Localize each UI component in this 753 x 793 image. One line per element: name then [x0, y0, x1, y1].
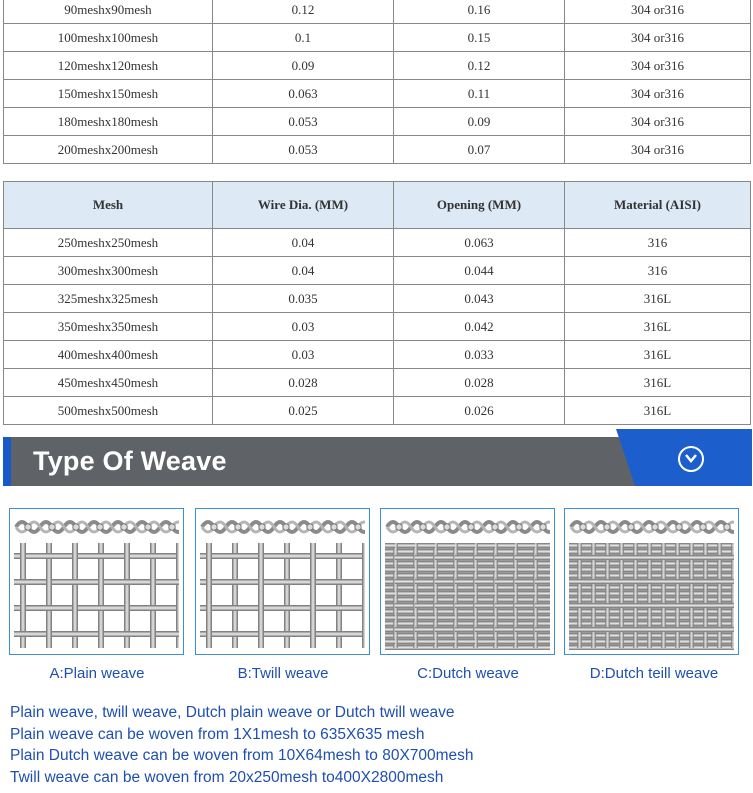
table-cell: 0.025: [213, 397, 394, 425]
table-cell: 0.04: [213, 229, 394, 257]
table-cell: 0.12: [213, 0, 394, 24]
table-cell: 316L: [565, 397, 751, 425]
weave-label-dutch-twill: D:Dutch teill weave: [589, 665, 719, 682]
mesh-spec-table-top: [3, 0, 751, 164]
description-line: Plain weave, twill weave, Dutch plain weave or Dutch twill weave: [10, 704, 455, 721]
weave-description: [10, 702, 474, 788]
table-cell: 0.11: [394, 80, 565, 108]
table-cell: 304 or316: [565, 80, 751, 108]
table-cell: 0.1: [213, 24, 394, 52]
table-row: [4, 0, 751, 24]
table-cell: 0.15: [394, 24, 565, 52]
table-cell: 200meshx200mesh: [4, 136, 213, 164]
table-cell: 0.043: [394, 285, 565, 313]
table-row: [4, 52, 751, 80]
table-cell: 304 or316: [565, 52, 751, 80]
table-cell: 0.04: [213, 257, 394, 285]
table-row: [4, 229, 751, 257]
table-row: [4, 285, 751, 313]
description-line: Plain Dutch weave can be woven from 10X64mesh to 80X700mesh: [10, 747, 474, 764]
weave-image-twill: [195, 508, 370, 655]
weave-image-plain: [9, 508, 184, 655]
table-cell: 0.033: [394, 341, 565, 369]
table-cell: 316L: [565, 285, 751, 313]
table-cell: 0.09: [394, 108, 565, 136]
table-cell: 316: [565, 229, 751, 257]
table-cell: 180meshx180mesh: [4, 108, 213, 136]
weave-image-dutch: [380, 508, 555, 655]
table-cell: 350meshx350mesh: [4, 313, 213, 341]
table-row: [4, 369, 751, 397]
table-cell: 316L: [565, 369, 751, 397]
table-row: [4, 80, 751, 108]
header-opening: Opening (MM): [394, 182, 565, 229]
section-banner: [3, 437, 752, 486]
table-cell: 100meshx100mesh: [4, 24, 213, 52]
table-row: [4, 24, 751, 52]
table-cell: 0.053: [213, 108, 394, 136]
table-header-row: [4, 182, 751, 229]
description-line: Plain weave can be woven from 1X1mesh to 635X635 mesh: [10, 725, 425, 743]
table-cell: 150meshx150mesh: [4, 80, 213, 108]
table-cell: 304 or316: [565, 136, 751, 164]
weave-label-twill: B:Twill weave: [237, 665, 329, 682]
table-cell: 325meshx325mesh: [4, 285, 213, 313]
table-cell: 0.042: [394, 313, 565, 341]
table-cell: 0.09: [213, 52, 394, 80]
header-mesh: Mesh: [4, 182, 213, 229]
table-cell: 0.03: [213, 313, 394, 341]
table-cell: 316L: [565, 341, 751, 369]
table-cell: 0.026: [394, 397, 565, 425]
table-cell: 0.07: [394, 136, 565, 164]
banner-accent: [3, 437, 11, 486]
table-cell: 304 or316: [565, 108, 751, 136]
table-row: [4, 313, 751, 341]
chevron-down-circle-icon[interactable]: [678, 446, 704, 472]
table-row: [4, 397, 751, 425]
weave-image-dutch-twill: [564, 508, 739, 655]
table-cell: 316L: [565, 313, 751, 341]
header-wire-dia: Wire Dia. (MM): [213, 182, 394, 229]
weave-label-plain: A:Plain weave: [49, 665, 145, 682]
table-row: [4, 257, 751, 285]
table-cell: 250meshx250mesh: [4, 229, 213, 257]
table-row: [4, 341, 751, 369]
header-material: Material (AISI): [565, 182, 751, 229]
table-cell: 0.044: [394, 257, 565, 285]
table-cell: 0.16: [394, 0, 565, 24]
table-cell: 400meshx400mesh: [4, 341, 213, 369]
table-cell: 0.028: [394, 369, 565, 397]
mesh-spec-table-bottom: [3, 181, 751, 425]
section-title: Type Of Weave: [33, 446, 227, 476]
table-row: [4, 108, 751, 136]
table-cell: 0.063: [213, 80, 394, 108]
table-cell: 500meshx500mesh: [4, 397, 213, 425]
table-cell: 0.12: [394, 52, 565, 80]
table-cell: 316: [565, 257, 751, 285]
table-cell: 0.063: [394, 229, 565, 257]
table-cell: 304 or316: [565, 0, 751, 24]
table-cell: 0.03: [213, 341, 394, 369]
table-cell: 450meshx450mesh: [4, 369, 213, 397]
table-cell: 90meshx90mesh: [4, 0, 213, 24]
table-cell: 0.035: [213, 285, 394, 313]
table-cell: 300meshx300mesh: [4, 257, 213, 285]
description-line: Twill weave can be woven from 20x250mesh to400X2800mesh: [10, 768, 444, 786]
table-row: [4, 136, 751, 164]
table-cell: 120meshx120mesh: [4, 52, 213, 80]
table-cell: 0.028: [213, 369, 394, 397]
table-cell: 304 or316: [565, 24, 751, 52]
table-cell: 0.053: [213, 136, 394, 164]
weave-label-dutch: C:Dutch weave: [417, 665, 519, 682]
